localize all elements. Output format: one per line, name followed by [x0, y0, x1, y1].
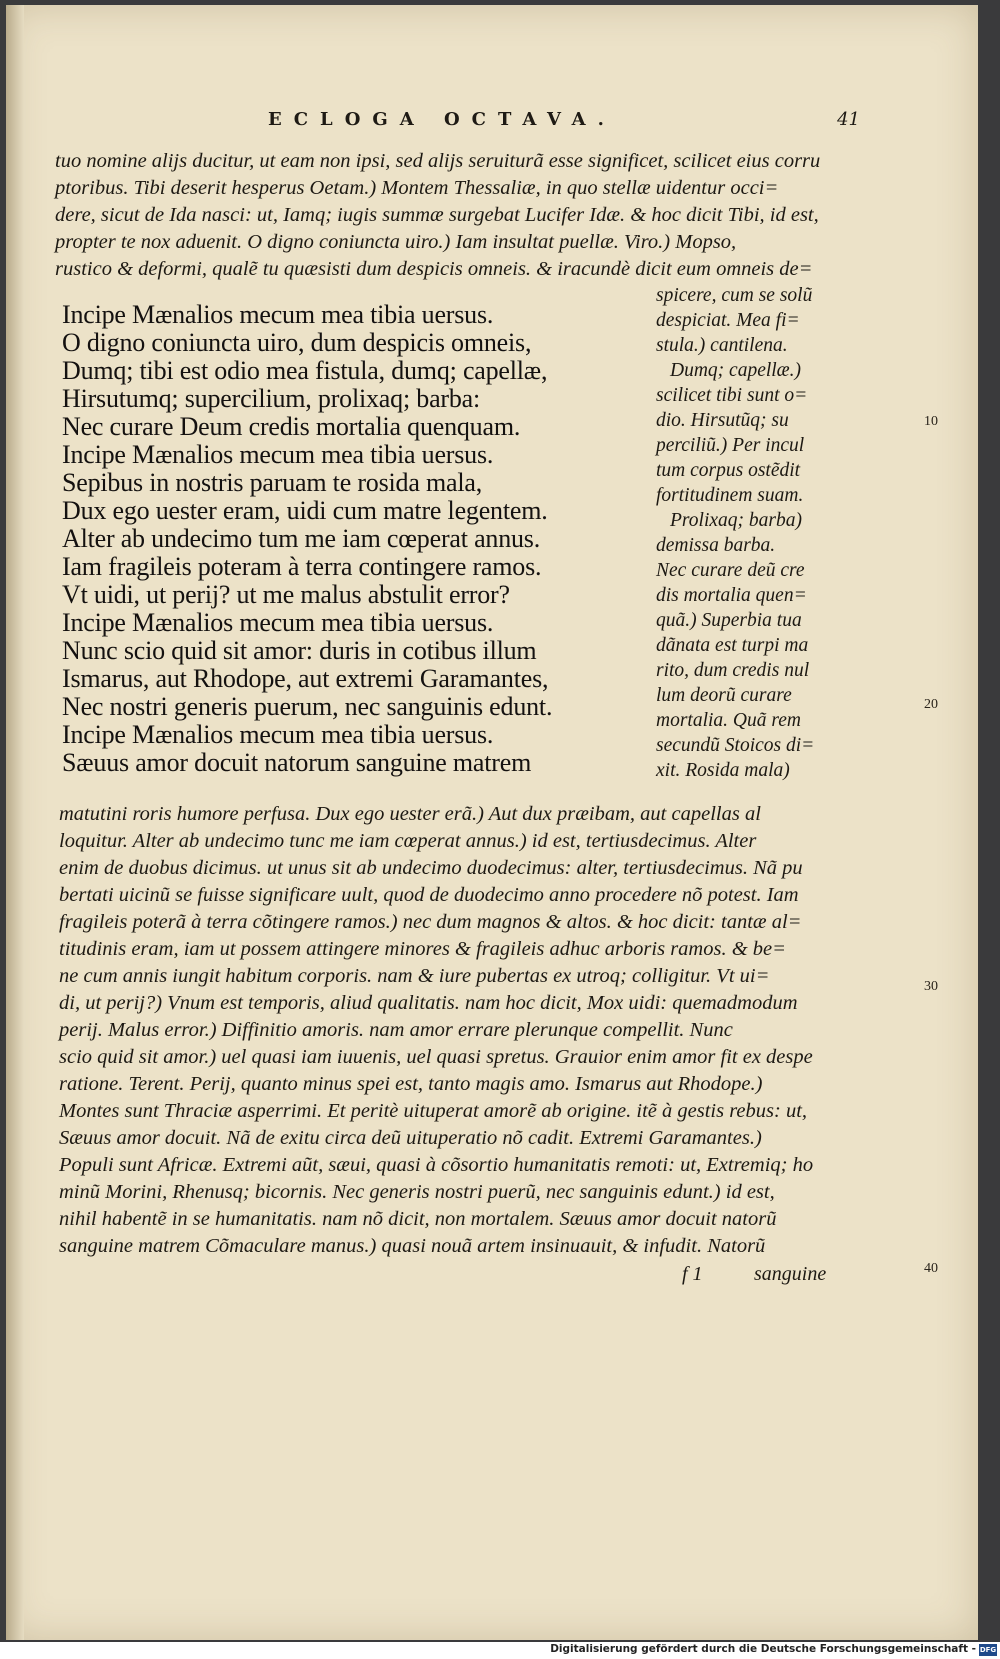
commentary-line: ne cum annis iungit habitum corporis. nam & iure pubertas ex utroq; colligitur. Vt ui=	[59, 965, 770, 987]
side-note-line: xit. Rosida mala)	[656, 760, 790, 781]
side-note-line: despiciat. Mea fi=	[656, 310, 800, 331]
signature-mark: f 1	[682, 1263, 703, 1285]
side-note-line: dãnata est turpi ma	[656, 635, 809, 656]
margin-line-number: 10	[924, 414, 938, 429]
commentary-line: perij. Malus error.) Diffinitio amoris. nam amor errare plerunque compellit. Nunc	[59, 1019, 733, 1041]
folio-number: 41	[837, 109, 860, 130]
page-gutter-shadow	[6, 5, 24, 1640]
commentary-line: Sæuus amor docuit. Nã de exitu circa deũ uituperatio nõ cadit. Extremi Garamantes.)	[59, 1127, 762, 1149]
commentary-line: sanguine matrem Cõmaculare manus.) quasi nouã artem insinuauit, & infudit. Natorũ	[59, 1235, 766, 1257]
verse-line: Vt uidi, ut perij? ut me malus abstulit error?	[62, 580, 510, 609]
verse-line: Incipe Mænalios mecum mea tibia uersus.	[62, 440, 494, 469]
verse-line: O digno coniuncta uiro, dum despicis omneis,	[62, 328, 532, 357]
side-note-line: rito, dum credis nul	[656, 660, 810, 681]
side-note-line: lum deorũ curare	[656, 685, 792, 706]
side-note-line: quã.) Superbia tua	[656, 610, 802, 631]
verse-line: Dux ego uester eram, uidi cum matre legentem.	[62, 496, 548, 525]
commentary-line: dere, sicut de Ida nasci: ut, Iamq; iugis summæ surgebat Lucifer Idæ. & hoc dicit Tibi, id est,	[55, 204, 819, 226]
verse-line: Dumq; tibi est odio mea fistula, dumq; capellæ,	[62, 356, 548, 385]
side-note-line: Nec curare deũ cre	[656, 560, 805, 581]
commentary-line: ptoribus. Tibi deserit hesperus Oetam.) Montem Thessaliæ, in quo stellæ uidentur occi=	[55, 177, 779, 199]
side-note-line: spicere, cum se solũ	[656, 285, 813, 306]
verse-line: Iam fragileis poteram à terra contingere ramos.	[62, 552, 542, 581]
running-head: ECLOGA OCTAVA.	[268, 109, 616, 130]
verse-line: Ismarus, aut Rhodope, aut extremi Garamantes,	[62, 664, 549, 693]
verse-line: Nec nostri generis puerum, nec sanguinis edunt.	[62, 692, 553, 721]
dfg-logo: DFG	[979, 1646, 997, 1654]
commentary-line: Populi sunt Africæ. Extremi aũt, sæui, quasi à cõsortio humanitatis remoti: ut, Extremiq; ho	[59, 1154, 814, 1176]
margin-line-number: 40	[924, 1261, 938, 1276]
side-note-line: mortalia. Quã rem	[656, 710, 801, 731]
side-note-line: perciliũ.) Per incul	[656, 435, 805, 456]
verse-line: Nunc scio quid sit amor: duris in cotibus illum	[62, 636, 537, 665]
commentary-line: matutini roris humore perfusa. Dux ego uester erã.) Aut dux præibam, aut capellas al	[59, 803, 761, 825]
commentary-line: propter te nox aduenit. O digno coniuncta uiro.) Iam insultat puellæ. Viro.) Mopso,	[55, 231, 737, 253]
side-note-line: Prolixaq; barba)	[670, 510, 802, 531]
side-note-line: dio. Hirsutũq; su	[656, 410, 789, 431]
commentary-line: titudinis eram, iam ut possem attingere minores & fragileis adhuc arboris ramos. & be=	[59, 938, 786, 960]
commentary-line: minũ Morini, Rhenusq; bicornis. Nec generis nostri puerũ, nec sanguinis edunt.) id est,	[59, 1181, 775, 1203]
verse-line: Sæuus amor docuit natorum sanguine matrem	[62, 748, 532, 777]
verse-line: Alter ab undecimo tum me iam cœperat annus.	[62, 524, 541, 553]
commentary-line: di, ut perij?) Vnum est temporis, aliud qualitatis. nam hoc dicit, Mox uidi: quemadmodum	[59, 992, 798, 1014]
verse-line: Incipe Mænalios mecum mea tibia uersus.	[62, 608, 494, 637]
commentary-line: ratione. Terent. Perij, quanto minus spei est, tanto magis amo. Ismarus aut Rhodope.)	[59, 1073, 763, 1095]
commentary-line: tuo nomine alijs ducitur, ut eam non ipsi, sed alijs seruiturã esse significet, scilicet eius corru	[55, 150, 821, 172]
side-note-line: Dumq; capellæ.)	[670, 360, 802, 381]
side-note-line: dis mortalia quen=	[656, 585, 807, 606]
commentary-line: loquitur. Alter ab undecimo tunc me iam cœperat annus.) id est, tertiusdecimus. Alter	[59, 830, 757, 852]
book-page	[6, 5, 978, 1640]
commentary-line: Montes sunt Thraciæ asperrimi. Et peritè uituperat amorẽ ab origine. itẽ à gestis rebus: ut,	[59, 1100, 808, 1122]
margin-line-number: 20	[924, 697, 938, 712]
commentary-line: nihil habentẽ in se humanitatis. nam nõ dicit, non mortalem. Sæuus amor docuit natorũ	[59, 1208, 777, 1230]
side-note-line: fortitudinem suam.	[656, 485, 804, 506]
side-note-line: tum corpus ostẽdit	[656, 460, 801, 481]
commentary-line: rustico & deformi, qualẽ tu quæsisti dum despicis omneis. & iracundè dicit eum omneis de=	[55, 258, 813, 280]
verse-line: Nec curare Deum credis mortalia quenquam.	[62, 412, 521, 441]
verse-line: Incipe Mænalios mecum mea tibia uersus.	[62, 720, 494, 749]
commentary-line: fragileis poterã à terra cõtingere ramos.) nec dum magnos & altos. & hoc dicit: tantæ al=	[59, 911, 802, 933]
footer-credit: Digitalisierung gefördert durch die Deutsche Forschungsgemeinschaft -	[550, 1643, 976, 1655]
catchword: sanguine	[754, 1263, 827, 1285]
commentary-line: scio quid sit amor.) uel quasi iam iuuenis, uel quasi spretus. Grauior enim amor fit ex despe	[59, 1046, 813, 1068]
commentary-line: bertati uicinũ se fuisse significare uult, quod de duodecimo anno procedere nõ potest. Iam	[59, 884, 799, 906]
side-note-line: scilicet tibi sunt o=	[656, 385, 808, 406]
verse-line: Hirsutumq; supercilium, prolixaq; barba:	[62, 384, 481, 413]
side-note-line: secundũ Stoicos di=	[656, 735, 815, 756]
margin-line-number: 30	[924, 979, 938, 994]
side-note-line: demissa barba.	[656, 535, 776, 556]
verse-line: Sepibus in nostris paruam te rosida mala,	[62, 468, 483, 497]
verse-line: Incipe Mænalios mecum mea tibia uersus.	[62, 300, 494, 329]
side-note-line: stula.) cantilena.	[656, 335, 788, 356]
commentary-line: enim de duobus dicimus. ut unus sit ab undecimo duodecimus: alter, tertiusdecimus. Nã pu	[59, 857, 803, 879]
